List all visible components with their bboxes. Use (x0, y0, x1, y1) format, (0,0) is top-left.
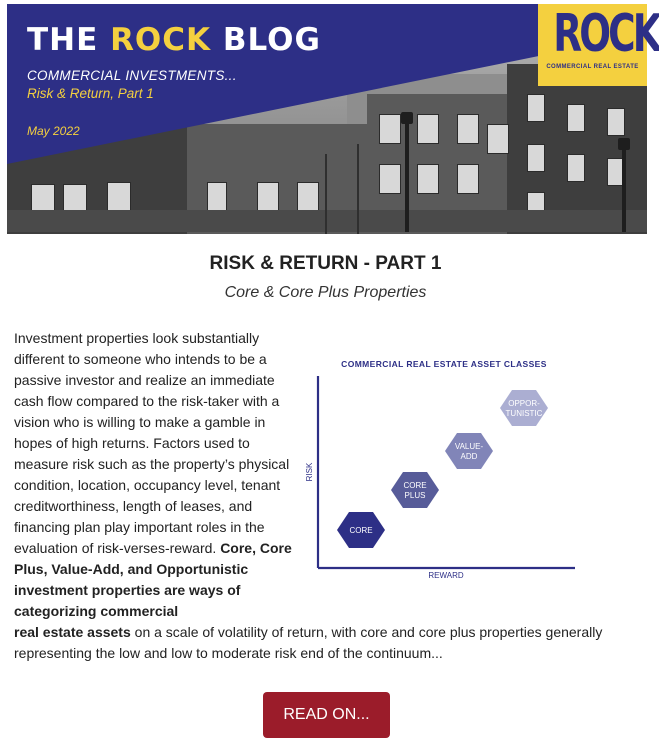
asset-class-4 (500, 390, 548, 426)
blog-title: THE ROCK BLOG (27, 22, 321, 58)
asset-class-label: CORE (403, 481, 427, 490)
chart-title: COMMERCIAL REAL ESTATE ASSET CLASSES (341, 359, 547, 369)
asset-classes-chart (304, 350, 584, 585)
blog-title-accent: ROCK (110, 22, 212, 58)
article-excerpt-continued (14, 622, 634, 664)
excerpt-text-2: on a scale of volatility of return, with core and core plus properties generally representing the low and low to moderate risk end of the continuum... (14, 624, 603, 661)
post-subtitle: Core & Core Plus Properties (224, 284, 427, 301)
asset-class-label: OPPOR- (508, 399, 540, 408)
asset-class-label: VALUE- (454, 442, 484, 451)
article-excerpt (14, 328, 304, 622)
read-on-button[interactable]: READ ON... (263, 692, 390, 738)
excerpt-text: Investment properties look substantially different to someone who intends to be a passive investor and realize an immediate cash flow compared to the risk-taker with a vision who is willing to make a gamble in hopes of high returns. Factors used to measure risk such as the property’s physical condition, location, occupancy level, tenant creditworthiness, length of leases, and financing plan play important roles in the evaluation of risk-verses-reward. (14, 330, 290, 556)
y-axis-label: RISK (305, 462, 314, 482)
asset-class-label: ADD (460, 452, 478, 461)
rock-logo (538, 4, 659, 86)
asset-class-label: CORE (349, 526, 373, 535)
excerpt-bold-text: Core, Core Plus, Value-Add, and Opportunistic investment properties are ways of categorizing commercial (14, 540, 292, 619)
banner-series-label: Risk & Return, Part 1 (27, 86, 154, 101)
issue-date: May 2022 (27, 124, 80, 138)
asset-class-1 (337, 512, 385, 548)
asset-class-label: PLUS (404, 491, 426, 500)
logo-tagline: COMMERCIAL REAL ESTATE (546, 64, 639, 70)
asset-class-2 (391, 472, 439, 508)
asset-class-3 (445, 433, 493, 469)
x-axis-label: REWARD (428, 571, 464, 580)
excerpt-bold-text-2: real estate assets (14, 624, 131, 640)
asset-class-hexagon (391, 472, 439, 508)
asset-class-hexagons (337, 390, 548, 548)
banner-subtitle: COMMERCIAL INVESTMENTS... (27, 68, 237, 83)
asset-class-hexagon (445, 433, 493, 469)
asset-class-label: TUNISTIC (505, 409, 543, 418)
asset-class-hexagon (500, 390, 548, 426)
logo-wordmark: ROCK (553, 4, 659, 64)
post-title: RISK & RETURN - PART 1 (209, 253, 442, 274)
header-banner (7, 4, 659, 232)
